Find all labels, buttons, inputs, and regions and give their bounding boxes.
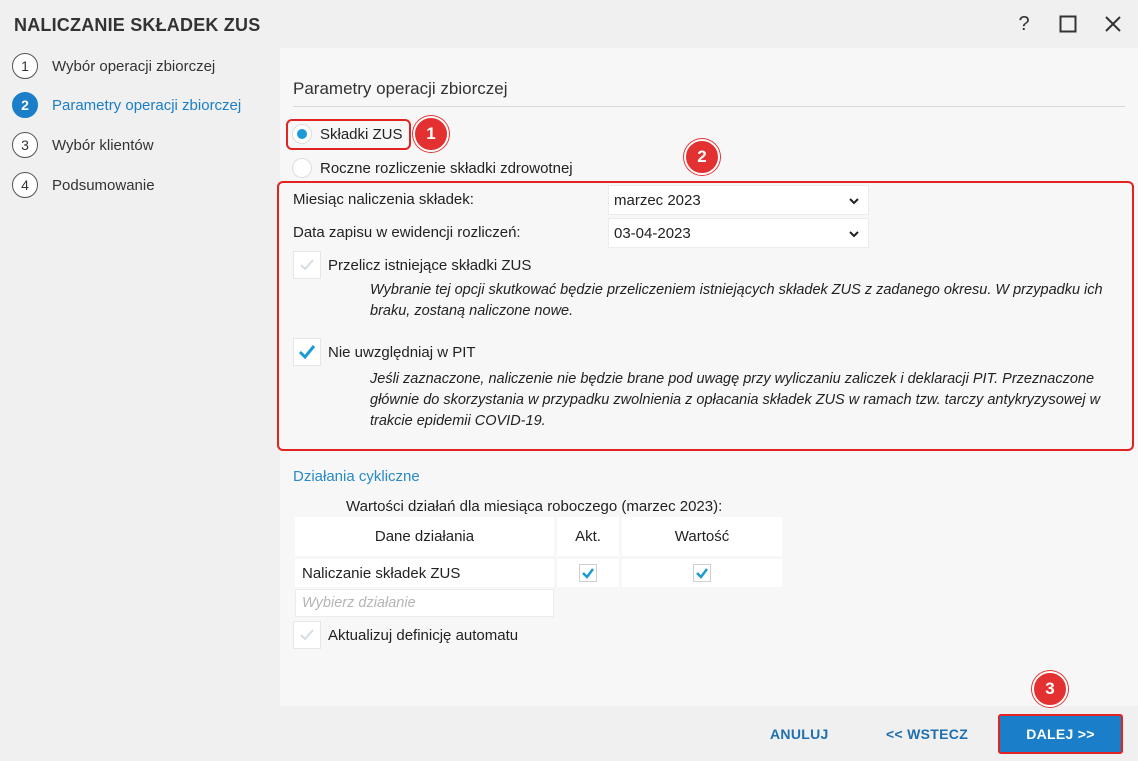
title-bar — [0, 0, 1138, 48]
radio-label: Składki ZUS — [320, 125, 403, 143]
recalc-label: Przelicz istniejące składki ZUS — [328, 256, 532, 274]
recalc-checkbox-row[interactable] — [293, 251, 531, 279]
month-value: marzec 2023 — [614, 191, 701, 209]
table-cell-name: Naliczanie składek ZUS — [295, 559, 554, 587]
main-panel — [280, 48, 1138, 706]
step-number: 4 — [12, 172, 38, 198]
table-cell-active — [557, 559, 619, 587]
cyclic-actions-title: Działania cykliczne — [293, 468, 420, 485]
wizard-steps — [0, 48, 280, 761]
callout-badge-3: 3 — [1032, 671, 1068, 707]
pit-checkbox[interactable] — [293, 338, 321, 366]
pit-description: Jeśli zaznaczone, naliczenie nie będzie brane pod uwagę przy wyliczaniu zaliczek i deklaracji PIT. Przeznaczone głównie do skorzystania w przypadku zwolnienia z opłacania składek ZUS w ramach tzw. tarczy antykryzysowej w trakcie epidemii COVID-19. — [370, 371, 1101, 429]
radio-unselected[interactable] — [292, 158, 312, 178]
action-picker-input[interactable]: Wybierz działanie — [295, 589, 554, 617]
pit-label: Nie uwzględniaj w PIT — [328, 343, 476, 361]
table-cell-value — [622, 559, 782, 587]
step-4[interactable] — [12, 172, 155, 198]
check-icon — [298, 256, 316, 274]
active-checkbox[interactable] — [579, 564, 597, 582]
window-title: NALICZANIE SKŁADEK ZUS — [14, 15, 261, 35]
maximize-icon[interactable] — [1054, 10, 1082, 38]
callout-badge-1: 1 — [413, 116, 449, 152]
step-label: Wybór operacji zbiorczej — [52, 57, 216, 75]
radio-health[interactable] — [292, 158, 573, 178]
callout-badge-2: 2 — [684, 139, 720, 175]
month-select[interactable] — [608, 185, 869, 215]
date-select[interactable] — [608, 218, 869, 248]
footer-bar — [280, 706, 1138, 761]
divider — [293, 106, 1125, 107]
column-header: Wartość — [622, 517, 782, 556]
auto-update-label: Aktualizuj definicję automatu — [328, 626, 519, 644]
recalc-description: Wybranie tej opcji skutkować będzie przeliczeniem istniejących składek ZUS z zadanego okresu. W przypadku ich braku, zostaną naliczone nowe. — [370, 282, 1103, 319]
column-header: Akt. — [557, 517, 619, 556]
cyclic-subtitle: Wartości działań dla miesiąca roboczego (marzec 2023): — [346, 498, 723, 515]
check-icon — [297, 342, 317, 362]
help-icon[interactable]: ? — [1018, 12, 1030, 35]
auto-update-checkbox[interactable] — [293, 621, 321, 649]
step-1[interactable] — [12, 53, 215, 79]
radio-zus[interactable] — [292, 124, 403, 144]
step-number: 3 — [12, 132, 38, 158]
close-icon[interactable] — [1099, 10, 1127, 38]
step-label: Podsumowanie — [52, 176, 155, 194]
radio-label: Roczne rozliczenie składki zdrowotnej — [320, 159, 573, 177]
step-2[interactable] — [12, 92, 241, 118]
check-icon — [581, 566, 595, 580]
check-icon — [695, 566, 709, 580]
check-icon — [298, 626, 316, 644]
step-label: Parametry operacji zbiorczej — [52, 96, 242, 114]
month-label: Miesiąc naliczenia składek: — [293, 191, 474, 208]
step-3[interactable] — [12, 132, 154, 158]
value-checkbox[interactable] — [693, 564, 711, 582]
radio-selected[interactable] — [292, 124, 312, 144]
chevron-down-icon — [848, 195, 860, 207]
chevron-down-icon — [848, 228, 860, 240]
section-title: Parametry operacji zbiorczej — [293, 79, 508, 98]
back-button[interactable]: << WSTECZ — [886, 726, 969, 742]
recalc-checkbox[interactable] — [293, 251, 321, 279]
date-label: Data zapisu w ewidencji rozliczeń: — [293, 224, 521, 241]
step-number: 2 — [12, 92, 38, 118]
column-header: Dane działania — [295, 517, 554, 556]
step-number: 1 — [12, 53, 38, 79]
pit-checkbox-row[interactable] — [293, 338, 476, 366]
step-label: Wybór klientów — [52, 136, 154, 154]
next-button[interactable]: DALEJ >> — [998, 714, 1123, 754]
auto-update-checkbox-row[interactable] — [293, 621, 518, 649]
cancel-button[interactable]: ANULUJ — [770, 726, 829, 742]
date-value: 03-04-2023 — [614, 224, 691, 242]
